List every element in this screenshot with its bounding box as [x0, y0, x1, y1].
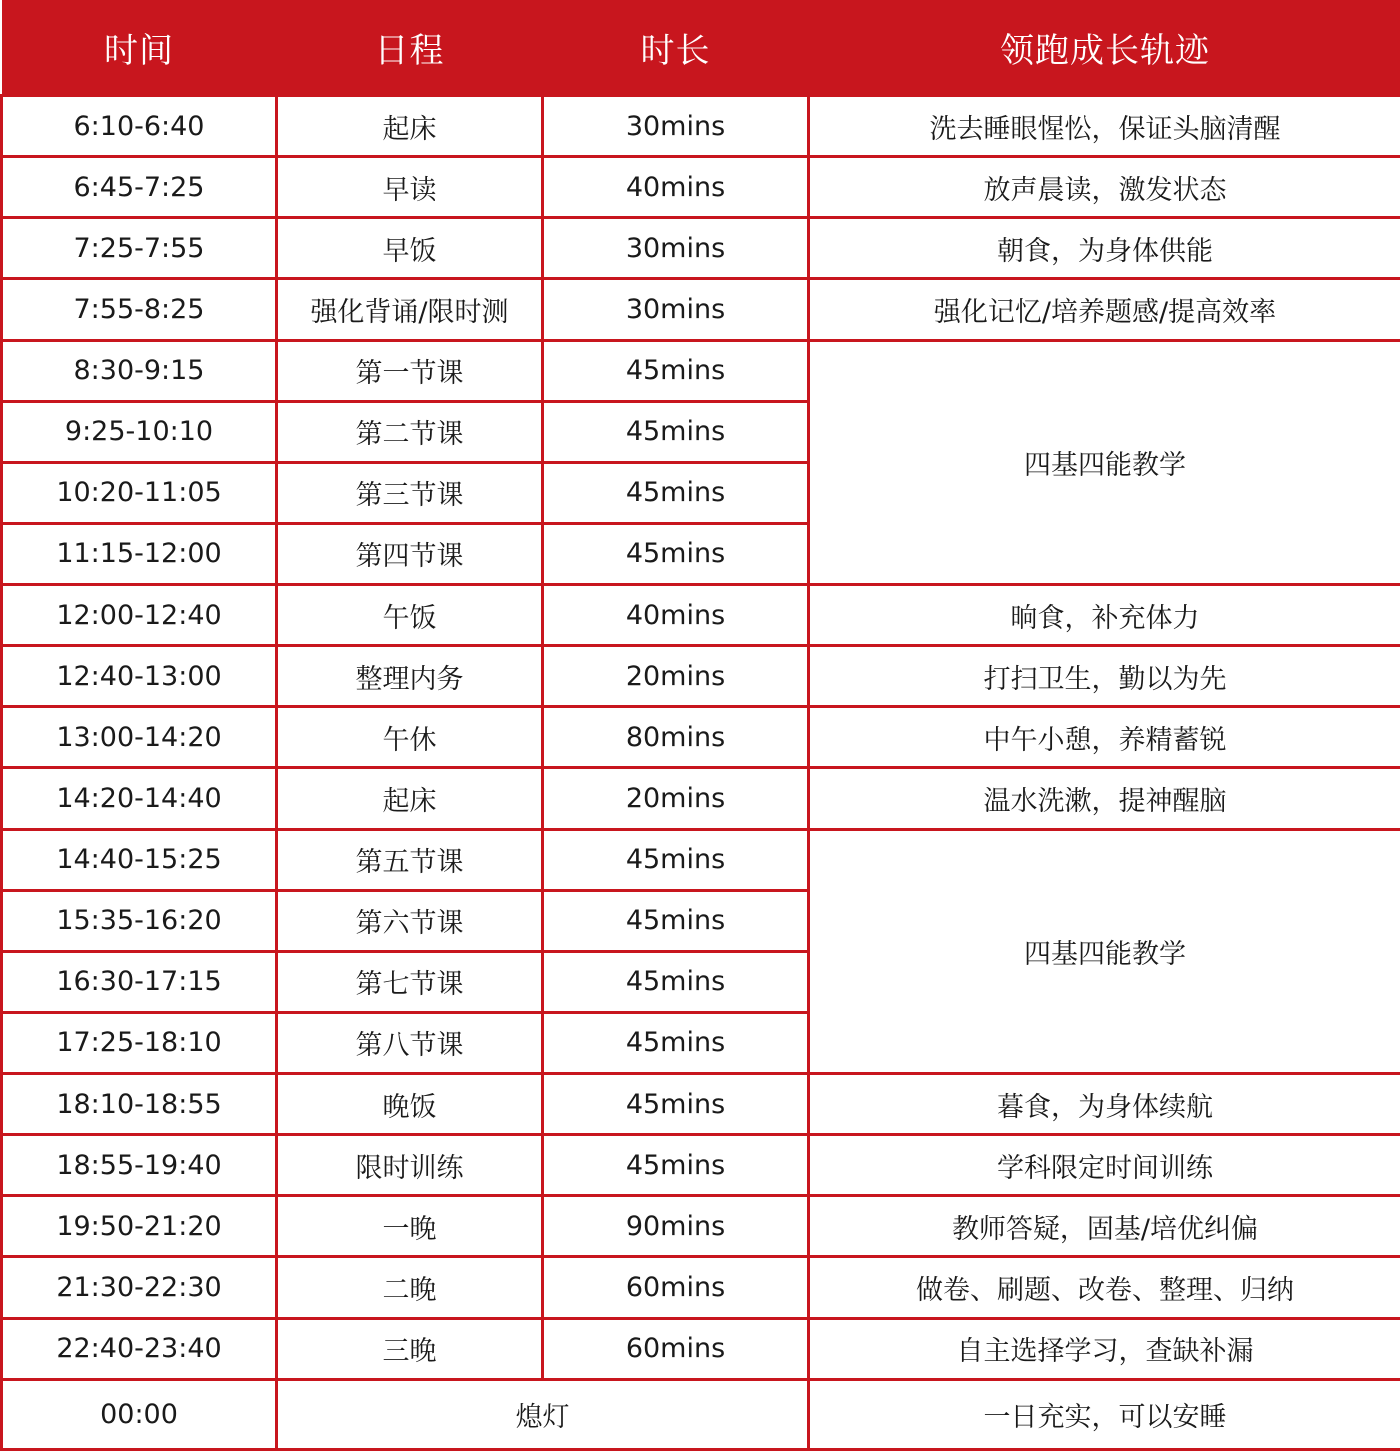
table-row	[2, 768, 1400, 829]
table-row	[2, 1379, 1400, 1449]
table-row	[2, 1196, 1400, 1257]
time-cell: 19:50-21:20	[2, 1196, 277, 1257]
note-cell: 学科限定时间训练	[809, 1135, 1400, 1196]
table-row	[2, 218, 1400, 279]
schedule-cell-merged: 熄灯	[277, 1379, 809, 1449]
schedule-cell: 第一节课	[277, 340, 543, 401]
duration-cell: 45mins	[543, 340, 809, 401]
schedule-cell: 二晚	[277, 1257, 543, 1318]
schedule-cell: 第三节课	[277, 462, 543, 523]
time-cell: 13:00-14:20	[2, 707, 277, 768]
duration-cell: 20mins	[543, 646, 809, 707]
table-row	[2, 707, 1400, 768]
time-cell: 10:20-11:05	[2, 462, 277, 523]
table-row	[2, 646, 1400, 707]
duration-cell: 20mins	[543, 768, 809, 829]
header-growth: 领跑成长轨迹	[809, 0, 1400, 96]
schedule-cell: 第五节课	[277, 829, 543, 890]
duration-cell: 45mins	[543, 401, 809, 462]
time-cell: 11:15-12:00	[2, 523, 277, 584]
note-cell: 晌食，补充体力	[809, 585, 1400, 646]
schedule-cell: 起床	[277, 96, 543, 157]
note-cell: 做卷、刷题、改卷、整理、归纳	[809, 1257, 1400, 1318]
time-cell: 14:40-15:25	[2, 829, 277, 890]
schedule-cell: 第四节课	[277, 523, 543, 584]
note-cell: 中午小憩，养精蓄锐	[809, 707, 1400, 768]
note-cell: 暮食，为身体续航	[809, 1074, 1400, 1135]
note-cell: 朝食，为身体供能	[809, 218, 1400, 279]
schedule-cell: 第六节课	[277, 890, 543, 951]
duration-cell: 45mins	[543, 1135, 809, 1196]
time-cell: 14:20-14:40	[2, 768, 277, 829]
time-cell: 00:00	[2, 1379, 277, 1449]
duration-cell: 60mins	[543, 1257, 809, 1318]
note-cell: 温水洗漱，提神醒脑	[809, 768, 1400, 829]
duration-cell: 45mins	[543, 1074, 809, 1135]
schedule-cell: 第二节课	[277, 401, 543, 462]
header-schedule: 日程	[277, 0, 543, 96]
table-row	[2, 1257, 1400, 1318]
table-row	[2, 1135, 1400, 1196]
schedule-cell: 第八节课	[277, 1012, 543, 1073]
schedule-cell: 起床	[277, 768, 543, 829]
header-duration: 时长	[543, 0, 809, 96]
time-cell: 8:30-9:15	[2, 340, 277, 401]
duration-cell: 40mins	[543, 585, 809, 646]
duration-cell: 45mins	[543, 951, 809, 1012]
schedule-cell: 第七节课	[277, 951, 543, 1012]
table-row	[2, 157, 1400, 218]
schedule-cell: 早读	[277, 157, 543, 218]
note-cell: 自主选择学习，查缺补漏	[809, 1318, 1400, 1379]
schedule-cell: 午休	[277, 707, 543, 768]
table-row	[2, 96, 1400, 157]
time-cell: 12:40-13:00	[2, 646, 277, 707]
duration-cell: 30mins	[543, 218, 809, 279]
schedule-cell: 限时训练	[277, 1135, 543, 1196]
time-cell: 22:40-23:40	[2, 1318, 277, 1379]
time-cell: 6:10-6:40	[2, 96, 277, 157]
duration-cell: 45mins	[543, 829, 809, 890]
time-cell: 6:45-7:25	[2, 157, 277, 218]
duration-cell: 80mins	[543, 707, 809, 768]
schedule-cell: 一晚	[277, 1196, 543, 1257]
note-cell: 一日充实，可以安睡	[809, 1379, 1400, 1449]
table-row	[2, 1074, 1400, 1135]
note-cell: 放声晨读，激发状态	[809, 157, 1400, 218]
schedule-cell: 午饭	[277, 585, 543, 646]
schedule-cell: 强化背诵/限时测	[277, 279, 543, 340]
duration-cell: 60mins	[543, 1318, 809, 1379]
header-row	[2, 0, 1400, 96]
table-row	[2, 340, 1400, 401]
duration-cell: 40mins	[543, 157, 809, 218]
schedule-cell: 早饭	[277, 218, 543, 279]
time-cell: 17:25-18:10	[2, 1012, 277, 1073]
note-cell: 教师答疑，固基/培优纠偏	[809, 1196, 1400, 1257]
table-row	[2, 279, 1400, 340]
time-cell: 18:10-18:55	[2, 1074, 277, 1135]
time-cell: 21:30-22:30	[2, 1257, 277, 1318]
duration-cell: 90mins	[543, 1196, 809, 1257]
duration-cell: 30mins	[543, 279, 809, 340]
schedule-cell: 整理内务	[277, 646, 543, 707]
time-cell: 7:25-7:55	[2, 218, 277, 279]
time-cell: 12:00-12:40	[2, 585, 277, 646]
time-cell: 9:25-10:10	[2, 401, 277, 462]
duration-cell: 45mins	[543, 1012, 809, 1073]
time-cell: 16:30-17:15	[2, 951, 277, 1012]
header-time: 时间	[2, 0, 277, 96]
duration-cell: 45mins	[543, 890, 809, 951]
time-cell: 7:55-8:25	[2, 279, 277, 340]
duration-cell: 30mins	[543, 96, 809, 157]
note-cell: 洗去睡眼惺忪，保证头脑清醒	[809, 96, 1400, 157]
note-cell: 强化记忆/培养题感/提高效率	[809, 279, 1400, 340]
note-cell: 打扫卫生，勤以为先	[809, 646, 1400, 707]
table-row	[2, 1318, 1400, 1379]
table-row	[2, 829, 1400, 890]
note-cell-merged: 四基四能教学	[809, 829, 1400, 1074]
time-cell: 15:35-16:20	[2, 890, 277, 951]
duration-cell: 45mins	[543, 462, 809, 523]
note-cell-merged: 四基四能教学	[809, 340, 1400, 585]
duration-cell: 45mins	[543, 523, 809, 584]
time-cell: 18:55-19:40	[2, 1135, 277, 1196]
table-row	[2, 585, 1400, 646]
schedule-cell: 晚饭	[277, 1074, 543, 1135]
schedule-cell: 三晚	[277, 1318, 543, 1379]
